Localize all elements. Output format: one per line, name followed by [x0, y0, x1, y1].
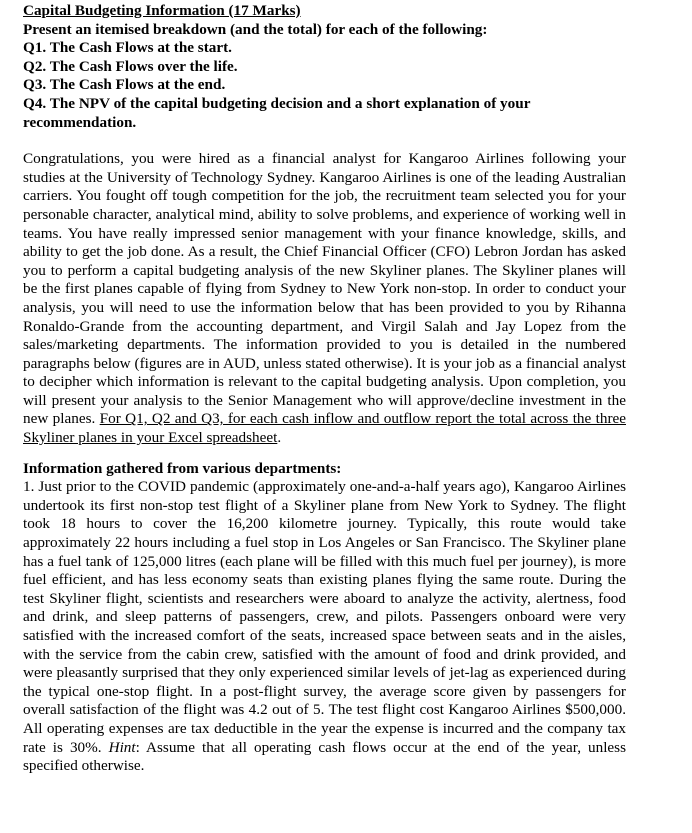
question-list [23, 39, 626, 132]
spacer [23, 132, 626, 150]
question-item: Q4. The NPV of the capital budgeting decision and a short explanation of your recommendation. [23, 94, 531, 131]
instruction-text: Present an itemised breakdown (and the total) for each of the following: [23, 20, 488, 38]
question-item: Q3. The Cash Flows at the end. [23, 76, 226, 94]
section-heading: Information gathered from various departments: [23, 459, 342, 477]
info-paragraph-1 [23, 478, 626, 776]
intro-underlined-instruction: For Q1, Q2 and Q3, for each cash inflow and outflow report the total across the three Skyliner planes in your Excel spreadsheet [23, 410, 626, 447]
question-item: Q1. The Cash Flows at the start. [23, 39, 232, 57]
intro-text: Congratulations, you were hired as a financial analyst for Kangaroo Airlines following your studies at the University of Technology Sydney. Kangaroo Airlines is one of the leading Australian carriers. You fought off tough competition for the job, the recruitment team selected you for your personable character, analytical mind, ability to solve problems, and experience of working well in teams. You have really impressed senior management with your finance knowledge, skills, and ability to get the job done. As a result, the Chief Financial Officer (CFO) Lebron Jordan has asked you to perform a capital budgeting analysis of the new Skyliner planes. The Skyliner planes will be the first planes capable of flying from Sydney to New York non-stop. In order to conduct your analysis, you will need to use the information below that has been provided to you by Rihanna Ronaldo-Grande from the accounting department, and Virgil Salah and Jay Lopez from the sales/marketing departments. The information provided to you is detailed in the numbered paragraphs below (figures are in AUD, unless stated otherwise). It is your job as a financial analyst to decipher which information is relevant to the capital budgeting analysis. Upon completion, you will present your analysis to the Senior Management who will approve/decline investment in the new planes. [23, 150, 626, 428]
page-title: Capital Budgeting Information (17 Marks) [23, 2, 301, 19]
hint-text: : Assume that all operating cash flows occur at the end of the year, unless specified otherwise. [23, 738, 626, 775]
document-body [23, 2, 626, 776]
intro-end: . [277, 429, 282, 447]
hint-label: Hint [108, 738, 136, 756]
spacer [23, 448, 626, 460]
question-item: Q2. The Cash Flows over the life. [23, 57, 238, 75]
paragraph-1-text: 1. Just prior to the COVID pandemic (approximately one-and-a-half years ago), Kangaroo Airlines undertook its first non-stop test flight of a Skyliner plane from New York to Sydney. The flight took 18 hours to cover the 16,200 kilometre journey. Typically, this route would take approximately 22 hours including a fuel stop in Los Angeles or San Francisco. The Skyliner plane has a fuel tank of 125,000 litres (each plane will be filled with this much fuel per journey), is more fuel efficient, and has less economy seats than existing planes flying the same route. During the test Skyliner flight, scientists and researchers were aboard to analyze the activity, alertness, food and drink, and sleep patterns of passengers, crew, and pilots. Passengers onboard were very satisfied with the increased comfort of the seats, increased space between seats and in the aisles, with the service from the cabin crew, satisfied with the amount of food and drink provided, and were pleasantly surprised that they only experienced similar levels of jet-lag as experienced during the typical one-stop flight. In a post-flight survey, the average score given by passengers for overall satisfaction of the flight was 4.2 out of 5. The test flight cost Kangaroo Airlines $500,000. All operating expenses are tax deductible in the year the expense is incurred and the company tax rate is 30%. [23, 478, 626, 756]
intro-paragraph [23, 150, 626, 448]
